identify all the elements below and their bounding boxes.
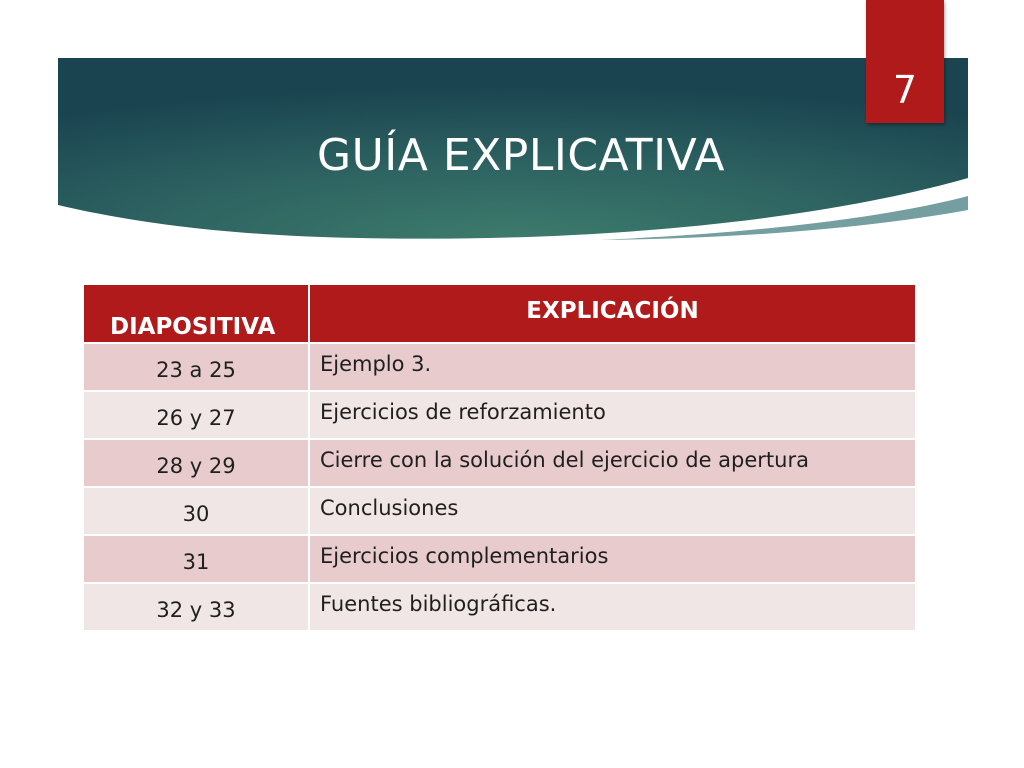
- explanation-cell: Fuentes bibliográficas.: [309, 583, 916, 631]
- table-row: [83, 535, 916, 583]
- header-explicacion: EXPLICACIÓN: [309, 284, 916, 343]
- page-number-tab: [866, 0, 944, 123]
- table-header-row: [83, 284, 916, 343]
- header-diapositiva: DIAPOSITIVA: [83, 284, 309, 343]
- guide-table-container: [82, 283, 915, 632]
- table-row: [83, 583, 916, 631]
- explanation-cell: Ejercicios de reforzamiento: [309, 391, 916, 439]
- slide-range-cell: 32 y 33: [83, 583, 309, 631]
- slide-range-cell: 30: [83, 487, 309, 535]
- table-row: [83, 439, 916, 487]
- explanation-cell: Ejercicios complementarios: [309, 535, 916, 583]
- table-row: [83, 343, 916, 391]
- explanation-cell: Ejemplo 3.: [309, 343, 916, 391]
- slide-range-cell: 23 a 25: [83, 343, 309, 391]
- page-number: 7: [892, 68, 918, 112]
- slide-range-cell: 28 y 29: [83, 439, 309, 487]
- guide-table: [82, 283, 917, 632]
- slide-range-cell: 26 y 27: [83, 391, 309, 439]
- slide-range-cell: 31: [83, 535, 309, 583]
- slide-title: GUÍA EXPLICATIVA: [317, 130, 725, 182]
- table-row: [83, 487, 916, 535]
- explanation-cell: Conclusiones: [309, 487, 916, 535]
- table-row: [83, 391, 916, 439]
- explanation-cell: Cierre con la solución del ejercicio de apertura: [309, 439, 916, 487]
